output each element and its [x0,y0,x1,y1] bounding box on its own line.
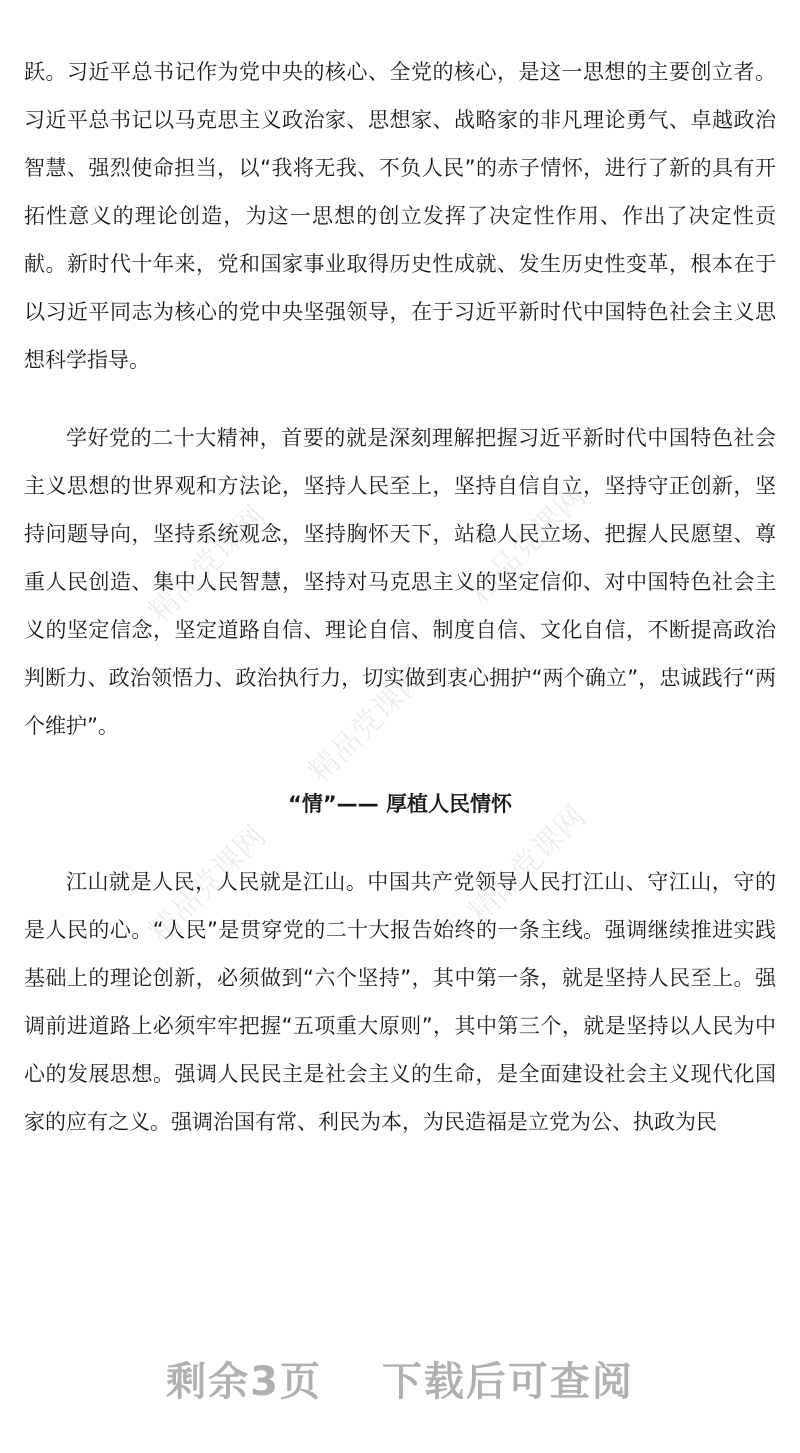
body-paragraph: 江山就是人民，人民就是江山。中国共产党领导人民打江山、守江山，守的是人民的心。“人民”是贯穿党的二十大报告始终的一条主线。强调继续推进实践基础上的理论创新，必须做到“六个坚持”，其中第一条，就是坚持人民至上。强调前进道路上必须牢牢把握“五项重大原则”，其中第三个，就是坚持以人民为中心的发展思想。强调人民民主是社会主义的生命，是全面建设社会主义现代化国家的应有之义。强调治国有常、利民为本，为民造福是立党为公、执政为民 [24,870,776,1134]
document-page [24,48,776,1146]
watermark-text: 精品党课网 [462,479,593,610]
section-heading: “情”—— 厚植人民情怀 [288,792,512,816]
download-banner[interactable] [0,1350,800,1407]
body-paragraph: 学好党的二十大精神，首要的就是深刻理解把握习近平新时代中国特色社会主义思想的世界观和方法论，坚持人民至上，坚持自信自立，坚持守正创新，坚持问题导向，坚持系统观念，坚持胸怀天下，站稳人民立场、把握人民愿望、尊重人民创造、集中人民智慧，坚持对马克思主义的坚定信仰、对中国特色社会主义的坚定信念，坚定道路自信、理论自信、制度自信、文化自信，不断提高政治判断力、政治领悟力、政治执行力，切实做到衷心拥护“两个确立”，忠诚践行“两个维护”。 [24,426,776,738]
watermark-text: 精品党课网 [302,659,433,790]
remaining-pages-label: 剩余3页 [166,1359,322,1405]
watermark-text: 精品党课网 [142,499,273,630]
body-paragraph: 跃。习近平总书记作为党中央的核心、全党的核心，是这一思想的主要创立者。习近平总书记以马克思主义政治家、思想家、战略家的非凡理论勇气、卓越政治智慧、强烈使命担当，以“我将无我、不负人民”的赤子情怀，进行了新的具有开拓性意义的理论创造，为这一思想的创立发挥了决定性作用、作出了决定性贡献。新时代十年来，党和国家事业取得历史性成就、发生历史性变革，根本在于以习近平同志为核心的党中央坚强领导，在于习近平新时代中国特色社会主义思想科学指导。 [24,60,776,372]
watermark-text: 精品党课网 [142,819,273,950]
download-prompt-label: 下载后可查阅 [381,1359,634,1405]
watermark-text: 精品党课网 [462,799,593,930]
